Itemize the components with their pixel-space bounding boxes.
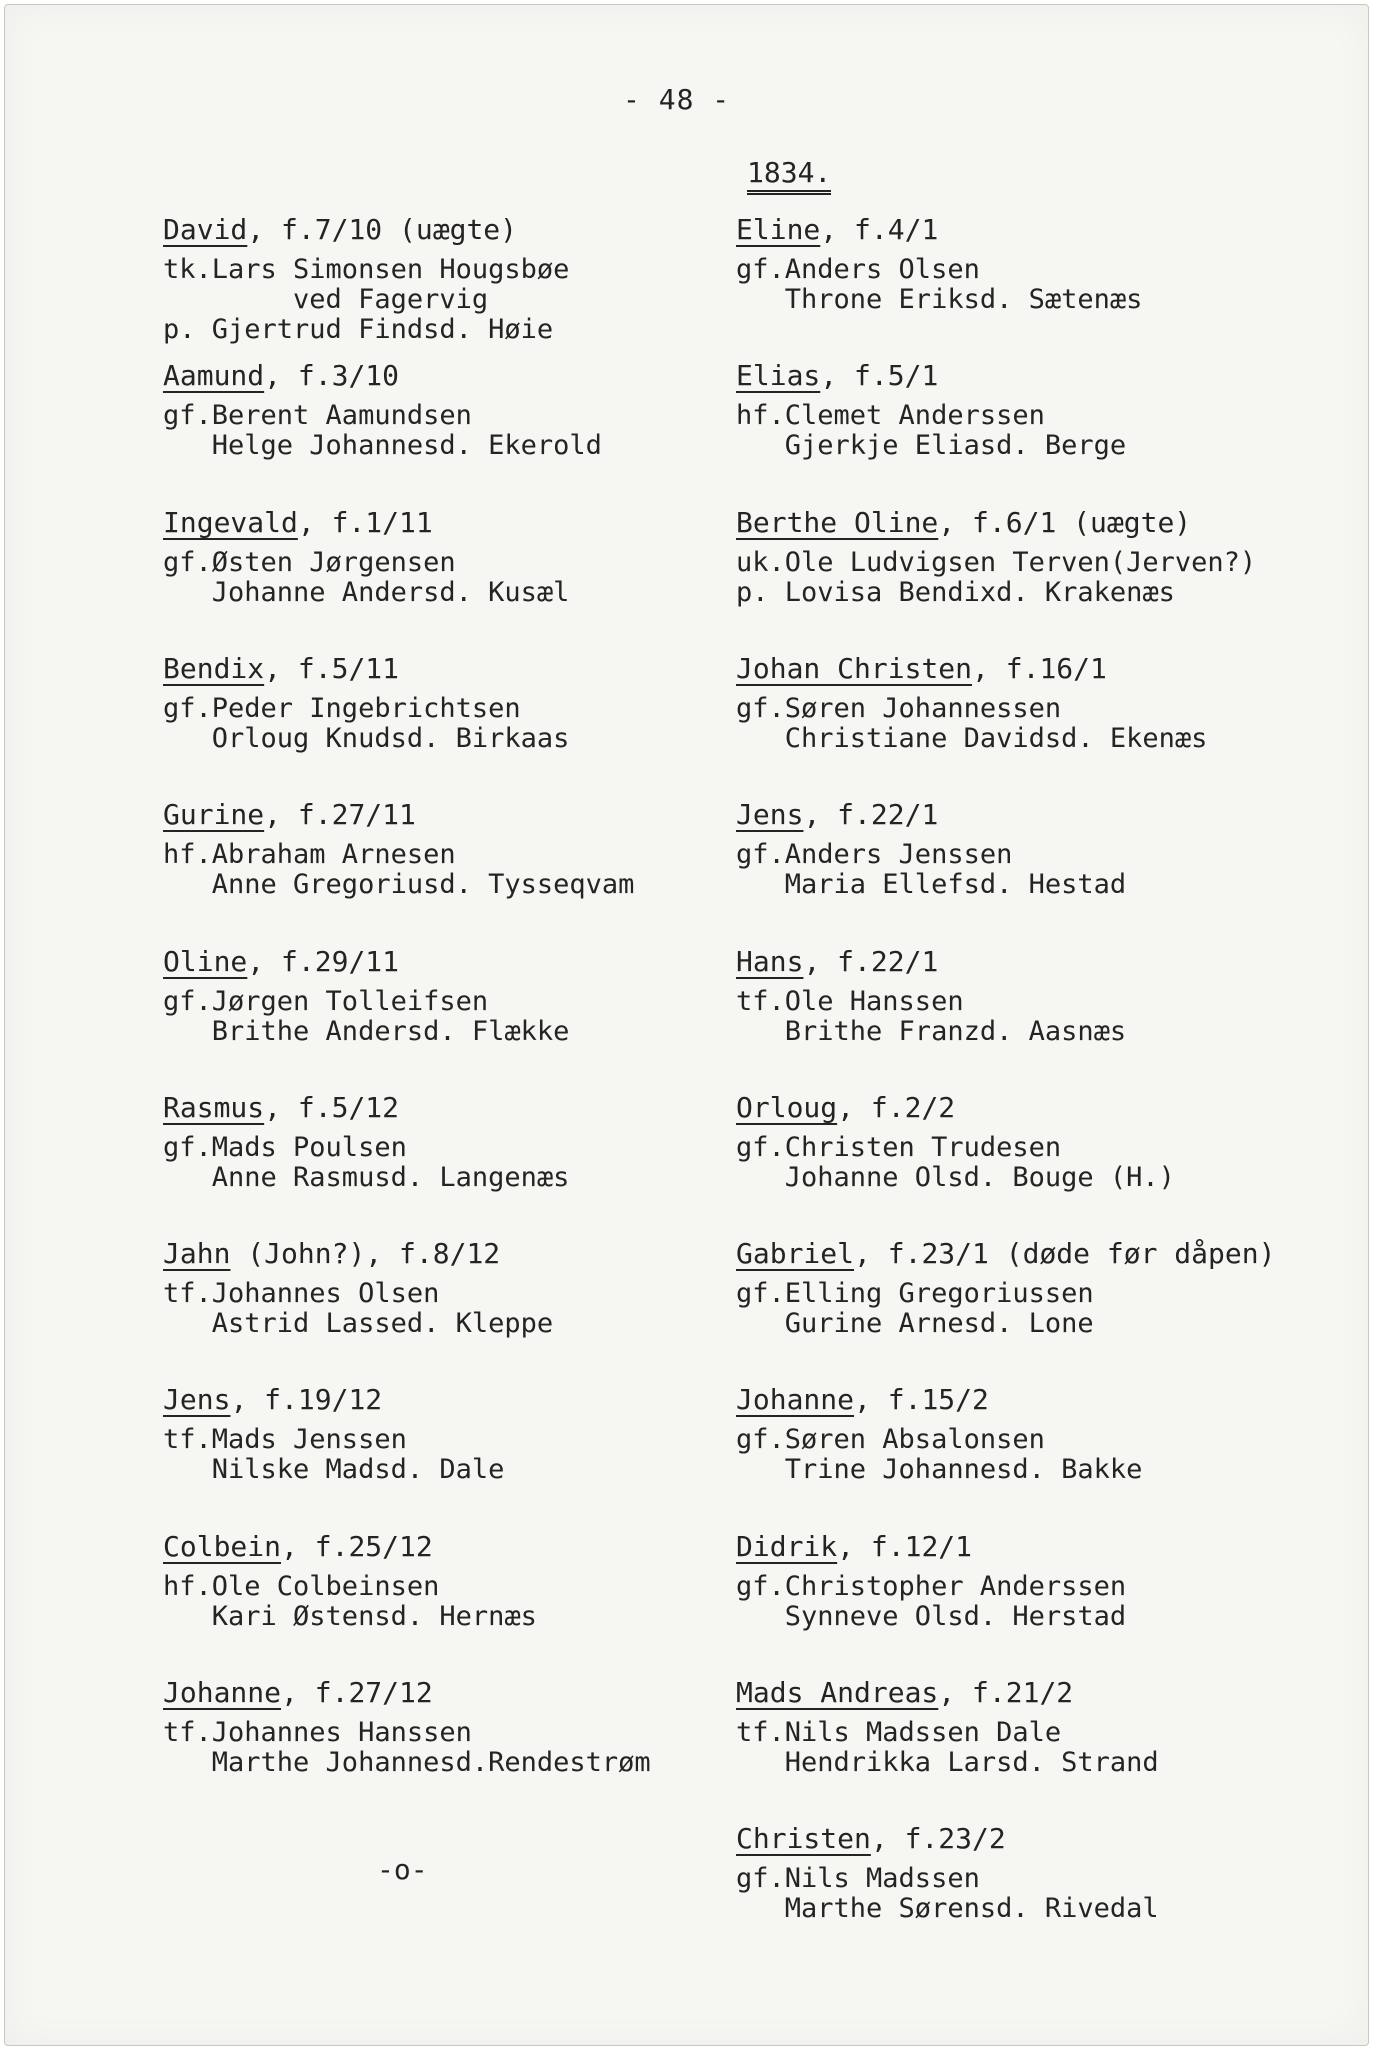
child-name: David: [163, 213, 248, 246]
birth-date: , f.27/11: [264, 798, 416, 832]
parent-detail-line: Anne Rasmusd. Langenæs: [163, 1161, 570, 1193]
baptism-entry: [163, 1239, 553, 1339]
birth-date: , f.25/12: [281, 1529, 433, 1563]
entry-heading: [736, 1239, 1275, 1269]
parent-line: gf.Anders Jenssen: [736, 839, 1013, 871]
parent-detail-line: Anne Gregoriusd. Tysseqvam: [163, 869, 635, 901]
baptism-entry: [163, 1385, 504, 1485]
entry-heading: [163, 1239, 553, 1269]
birth-date: , f.7/10 (uægte): [247, 213, 518, 246]
child-name: Mads Andreas: [736, 1676, 939, 1709]
child-name: Bendix: [163, 651, 265, 685]
parent-detail-line: Maria Ellefsd. Hestad: [736, 869, 1127, 901]
baptism-entry: [736, 1529, 1127, 1632]
parent-line: gf.Peder Ingebrichtsen: [163, 692, 521, 724]
baptism-entry: [736, 361, 1126, 461]
child-name: Jens: [163, 1383, 231, 1417]
baptism-entry: [736, 651, 1208, 754]
birth-date: , f.3/10: [264, 359, 400, 393]
parent-detail-line: Orloug Knudsd. Birkaas: [163, 722, 570, 754]
child-name: Orloug: [736, 1090, 838, 1124]
birth-date: , f.2/2: [837, 1090, 956, 1124]
baptism-entry: [163, 1529, 537, 1632]
parent-line: tf.Mads Jenssen: [163, 1424, 407, 1456]
parent-detail-line: Hendrikka Larsd. Strand: [736, 1747, 1159, 1778]
child-name: Ingevald: [163, 505, 298, 539]
parent-detail-line: Synneve Olsd. Herstad: [736, 1600, 1127, 1632]
child-name: Rasmus: [163, 1090, 265, 1124]
birth-date: , f.5/1: [820, 359, 939, 393]
child-name: Gabriel: [736, 1237, 855, 1271]
entry-heading: [163, 505, 569, 539]
entry-heading: [163, 1385, 504, 1415]
parent-line: gf.Christen Trudesen: [736, 1131, 1062, 1163]
entry-heading: [163, 1678, 651, 1708]
birth-date: , f.6/1 (uægte): [938, 505, 1192, 539]
child-name: Johan Christen: [736, 651, 973, 685]
child-name: Eline: [736, 213, 821, 246]
parent-detail-line: Johanne Olsd. Bouge (H.): [736, 1161, 1175, 1193]
parent-line: tk.Lars Simonsen Hougsbøe: [163, 254, 570, 285]
baptism-entry: [163, 215, 569, 345]
entry-heading: [736, 505, 1256, 539]
parent-detail-line: Trine Johannesd. Bakke: [736, 1454, 1143, 1486]
birth-date: , f.15/2: [854, 1383, 989, 1417]
parent-detail-line: Astrid Lassed. Kleppe: [163, 1308, 554, 1340]
birth-date: , f.16/1: [972, 651, 1107, 685]
child-name: Johanne: [736, 1383, 855, 1417]
parent-detail-line: Brithe Franzd. Aasnæs: [736, 1015, 1127, 1047]
child-name: Hans: [736, 944, 804, 978]
birth-date: , f.27/12: [281, 1676, 433, 1709]
parent-line: gf.Elling Gregoriussen: [736, 1278, 1094, 1310]
entry-heading: [736, 361, 1126, 391]
child-name: Jens: [736, 798, 804, 832]
parent-detail-line: Johanne Andersd. Kusæl: [163, 576, 570, 608]
birth-date: , f.22/1: [803, 944, 939, 978]
child-name: Jahn: [163, 1237, 231, 1271]
entry-heading: [736, 1529, 1126, 1563]
parent-line: tf.Johannes Olsen: [163, 1278, 440, 1310]
entry-heading: [163, 1090, 569, 1124]
parent-detail-line: Brithe Andersd. Flække: [163, 1015, 570, 1047]
baptism-entry: [163, 1678, 651, 1778]
parent-detail-line: Throne Eriksd. Sætenæs: [736, 284, 1143, 315]
entry-heading: [736, 651, 1207, 685]
parent-line: tf.Ole Hanssen: [736, 985, 964, 1017]
parent-detail-line: Nilske Madsd. Dale: [163, 1454, 505, 1486]
entry-heading: [736, 944, 1126, 978]
child-name: Oline: [163, 944, 248, 978]
page-number: - 48 -: [623, 83, 731, 116]
entry-heading: [736, 1824, 1159, 1854]
parent-line: hf.Ole Colbeinsen: [163, 1570, 440, 1602]
entry-heading: [163, 1529, 537, 1563]
parent-detail-line: Gurine Arnesd. Lone: [736, 1308, 1094, 1340]
birth-date: , f.23/1 (døde før dåpen): [854, 1237, 1276, 1271]
birth-date: , f.23/2: [870, 1822, 1006, 1856]
baptism-entry: [736, 944, 1127, 1047]
child-name: Aamund: [163, 359, 265, 393]
parent-line: gf.Søren Absalonsen: [736, 1424, 1045, 1456]
entry-heading: [163, 361, 602, 391]
entry-heading: [736, 1090, 1175, 1124]
parent-line: gf.Jørgen Tolleifsen: [163, 985, 489, 1017]
year-heading: [747, 157, 831, 195]
baptism-entry: [736, 505, 1257, 608]
parent-line: gf.Mads Poulsen: [163, 1131, 407, 1163]
parent-detail-line: Marthe Johannesd.Rendestrøm: [163, 1747, 651, 1778]
parent-line: gf.Søren Johannessen: [736, 692, 1062, 724]
parent-detail-line: Kari Østensd. Hernæs: [163, 1600, 537, 1632]
entry-heading: [163, 944, 569, 978]
baptism-entry: [736, 1090, 1175, 1193]
child-name: Colbein: [163, 1529, 282, 1563]
child-name: Johanne: [163, 1676, 282, 1709]
baptism-entry: [163, 651, 570, 754]
birth-date: , f.5/12: [264, 1090, 400, 1124]
baptism-entry: [736, 1239, 1275, 1339]
parent-detail-line: p. Gjertrud Findsd. Høie: [163, 314, 554, 345]
parent-detail-line: Gjerkje Eliasd. Berge: [736, 430, 1127, 462]
parent-line: gf.Østen Jørgensen: [163, 546, 456, 578]
baptism-entry: [163, 944, 570, 1047]
parent-detail-line: p. Lovisa Bendixd. Krakenæs: [736, 576, 1175, 608]
entry-heading: [163, 651, 569, 685]
birth-date: , f.21/2: [938, 1676, 1074, 1709]
year-heading-text: 1834.: [747, 157, 831, 195]
baptism-entry: [736, 1385, 1142, 1485]
parent-detail-line: Christiane Davidsd. Ekenæs: [736, 722, 1208, 754]
baptism-entry: [736, 215, 1142, 315]
child-name: Gurine: [163, 798, 265, 832]
parent-line: gf.Nils Madssen: [736, 1863, 980, 1895]
baptism-entry: [736, 1824, 1159, 1924]
birth-date: , f.22/1: [803, 798, 939, 832]
parent-line: tf.Nils Madssen Dale: [736, 1717, 1062, 1748]
entry-heading: [736, 1678, 1159, 1708]
baptism-entry: [736, 1678, 1159, 1778]
birth-date: , f.4/1: [820, 213, 939, 246]
child-name: Berthe Oline: [736, 505, 939, 539]
parent-detail-line: Helge Johannesd. Ekerold: [163, 430, 602, 462]
parent-line: hf.Abraham Arnesen: [163, 839, 456, 871]
entry-heading: [736, 215, 1142, 245]
birth-date: , f.19/12: [230, 1383, 383, 1417]
baptism-entry: [163, 1090, 570, 1193]
parent-line: uk.Ole Ludvigsen Terven(Jerven?): [736, 546, 1257, 578]
parent-line: tf.Johannes Hanssen: [163, 1717, 472, 1748]
entry-heading: [163, 215, 569, 245]
birth-date: , f.1/11: [297, 505, 433, 539]
birth-date: , f.12/1: [837, 1529, 973, 1563]
entry-heading: [163, 800, 634, 830]
parent-line: gf.Berent Aamundsen: [163, 400, 472, 432]
baptism-entry: [163, 505, 570, 608]
entry-heading: [736, 800, 1126, 830]
parent-line: hf.Clemet Anderssen: [736, 400, 1045, 432]
baptism-entry: [163, 800, 634, 900]
birth-date: , f.5/11: [264, 651, 400, 685]
baptism-entry: [736, 800, 1126, 900]
child-name: Elias: [736, 359, 821, 393]
child-name: Didrik: [736, 1529, 838, 1563]
parent-detail-line: ved Fagervig: [163, 284, 489, 315]
baptism-entry: [163, 361, 602, 461]
birth-date: (John?), f.8/12: [230, 1237, 501, 1271]
parent-detail-line: Marthe Sørensd. Rivedal: [736, 1893, 1159, 1925]
child-name: Christen: [736, 1822, 871, 1856]
parent-line: gf.Christopher Anderssen: [736, 1570, 1127, 1602]
parent-line: gf.Anders Olsen: [736, 254, 980, 285]
document-page: [4, 4, 1369, 2046]
birth-date: , f.29/11: [247, 944, 400, 978]
end-mark: -o-: [377, 1853, 428, 1886]
entry-heading: [736, 1385, 1142, 1415]
